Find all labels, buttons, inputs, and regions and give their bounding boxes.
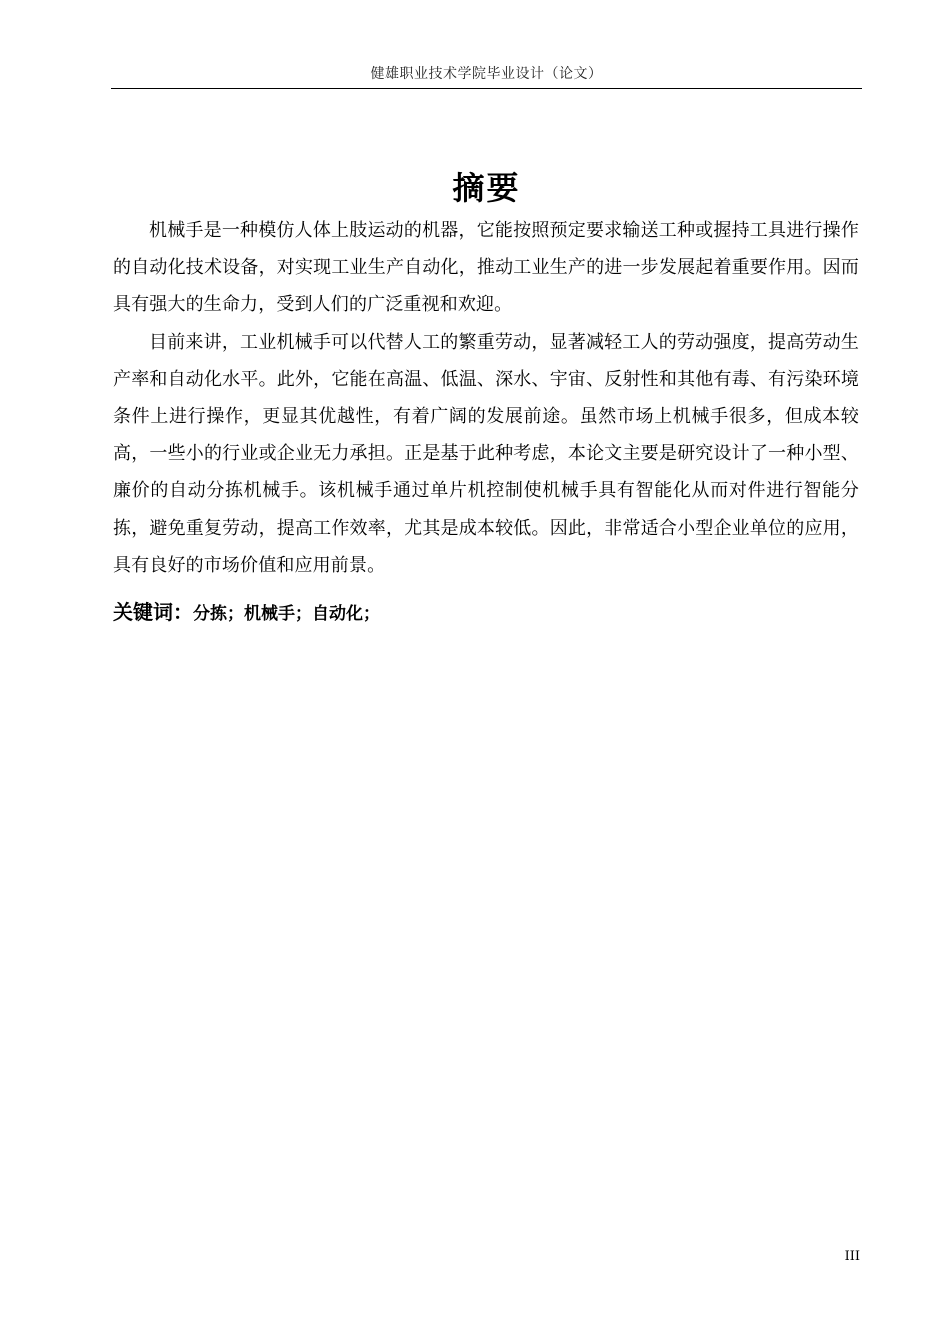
abstract-title: 摘要 [452, 169, 521, 207]
page-number: III [844, 1249, 860, 1264]
abstract-body [113, 212, 859, 584]
abstract-paragraph-1: 机械手是一种模仿人体上肢运动的机器，它能按照预定要求输送工种或握持工具进行操作的自动化技术设备，对实现工业生产自动化，推动工业生产的进一步发展起着重要作用。因而具有强大的生命力，受到人们的广泛重视和欢迎。 [113, 220, 859, 316]
keywords-values: 分拣；机械手；自动化； [193, 604, 380, 624]
keywords-label: 关键词： [113, 600, 193, 624]
header-rule [111, 88, 862, 89]
running-header: 健雄职业技术学院毕业设计（论文） [370, 66, 603, 82]
abstract-paragraph-2: 目前来讲，工业机械手可以代替人工的繁重劳动，显著减轻工人的劳动强度，提高劳动生产率和自动化水平。此外，它能在高温、低温、深水、宇宙、反射性和其他有毒、有污染环境条件上进行操作，更显其优越性，有着广阔的发展前途。虽然市场上机械手很多，但成本较高，一些小的行业或企业无力承担。正是基于此种考虑，本论文主要是研究设计了一种小型、廉价的自动分拣机械手。该机械手通过单片机控制使机械手具有智能化从而对件进行智能分拣，避免重复劳动，提高工作效率，尤其是成本较低。因此，非常适合小型企业单位的应用，具有良好的市场价值和应用前景。 [113, 331, 859, 576]
keywords-line [113, 596, 859, 630]
